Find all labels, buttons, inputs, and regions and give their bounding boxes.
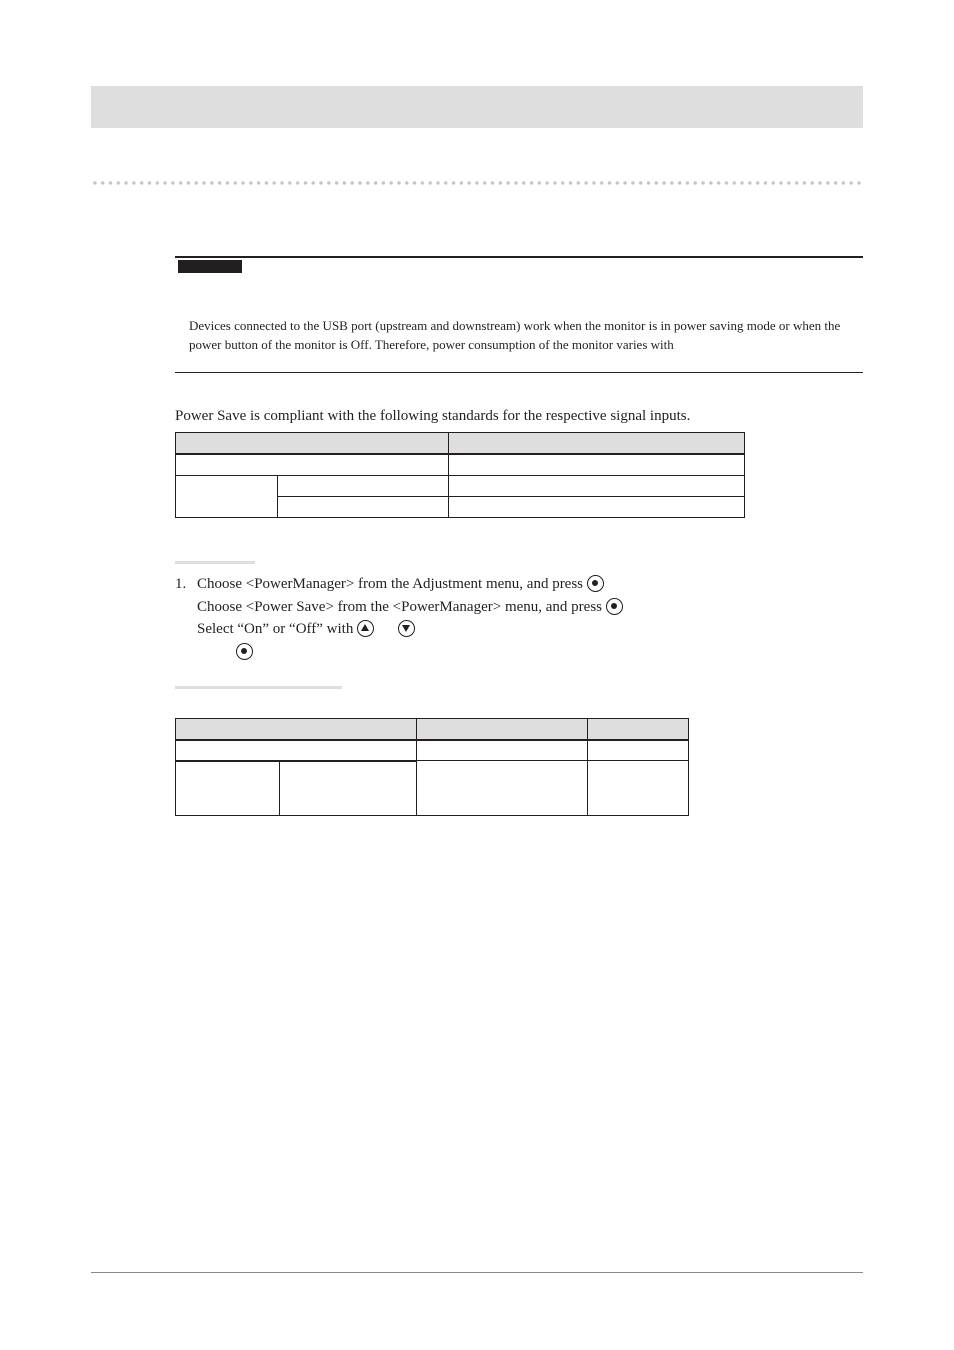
power-save-standards-table — [175, 432, 745, 518]
up-arrow-button-icon — [357, 620, 374, 637]
table-row — [176, 761, 689, 816]
table-header-row — [176, 433, 745, 455]
dotted-divider — [91, 181, 863, 185]
table-row — [176, 454, 745, 476]
section-header-bar — [91, 86, 863, 128]
usb-power-note: Devices connected to the USB port (upstream and downstream) work when the monitor is in power saving mode or when the power button of the monitor is Off. Therefore, power consumption of the monitor varies with — [189, 318, 841, 352]
step-text-1: Choose <PowerManager> from the Adjustment menu, and press — [197, 576, 584, 592]
table-header-row — [176, 719, 689, 740]
step-number: 1. — [175, 576, 187, 592]
step-text-2: Choose <Power Save> from the <PowerManager> menu, and press — [197, 598, 602, 615]
enter-button-icon — [606, 598, 623, 615]
table-row — [176, 476, 745, 497]
table-row — [176, 740, 689, 761]
power-save-intro: Power Save is compliant with the following standards for the respective signal inputs. — [175, 408, 691, 424]
step-text-3: Select “On” or “Off” with — [197, 621, 354, 637]
enter-button-icon — [236, 643, 253, 660]
power-indicator-table — [175, 718, 689, 816]
note-label-block — [178, 260, 242, 273]
section-heading-rule — [175, 686, 342, 689]
down-arrow-button-icon — [398, 620, 415, 637]
footer-rule — [91, 1272, 863, 1273]
procedure-heading-rule — [175, 561, 255, 564]
enter-button-icon — [587, 575, 604, 592]
note-bottom-rule — [175, 372, 863, 373]
note-top-rule — [175, 256, 863, 258]
